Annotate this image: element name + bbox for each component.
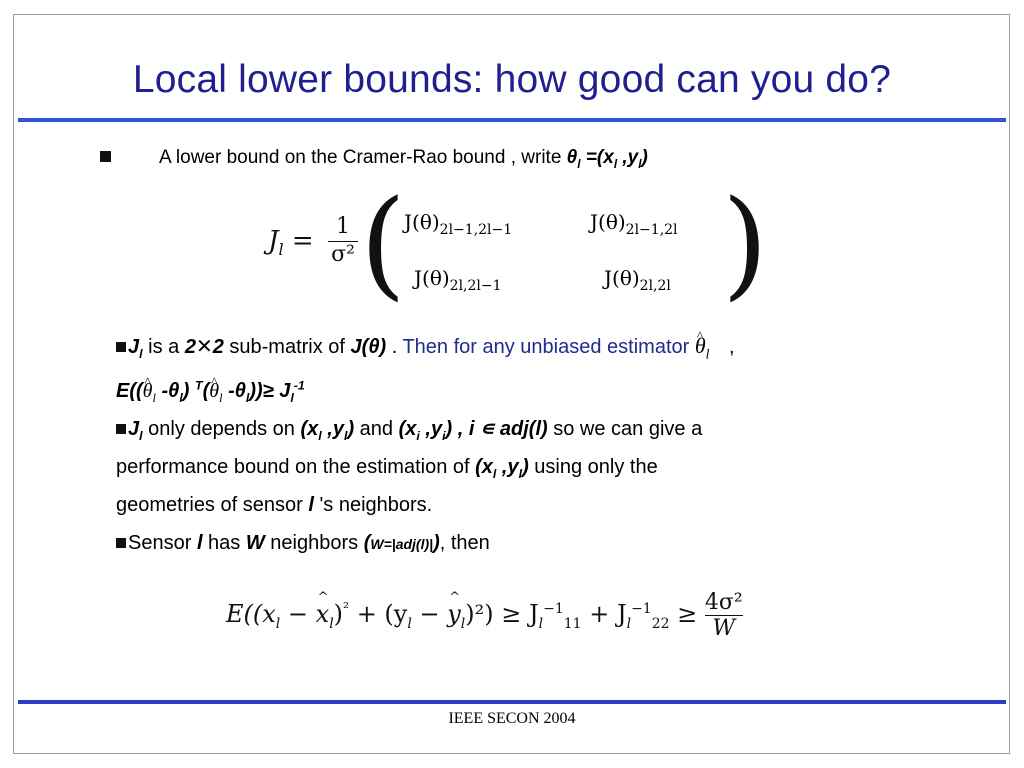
footer-divider [18,700,1006,704]
matrix-cell-11: $J(\theta)_{2l-1,2l-1}$ [404,210,513,238]
expectation-inequality: E((^ $\theta_l$ $-\theta_l$) $^T$(^ $\theta_l$ $-\theta_l))\ge J_l^{-1}$ [116,380,305,402]
paragraph-sensor-neighbors: Sensor l has W neighbors (W=|adj(l)|), then [116,528,490,560]
theta-hat-symbol: ^ $\theta_l$ [695,330,710,369]
bound-formula: $E((x_l$ − ^ $x_l)^{^2} + (y_l$ − ^ $y_l)^2) \ge J_l^{-1}_{11} + J_l^{-1}_{22}$ ≥ $\frac{\text{4σ²}}{W}$ [226,590,743,641]
matrix-cell-21: $J(\theta)_{2l,2l-1}$ [414,266,502,294]
matrix-cell-12: $J(\theta)_{2l-1,2l}$ [590,210,678,238]
square-bullet-icon [116,424,126,434]
bullet-cramer-rao: A lower bound on the Cramer-Rao bound , write $\theta_l =(x_l$ $,y_l$) [100,147,648,171]
formula-lhs: $J_l$ = [268,226,314,260]
formula-fraction: 1 σ² [328,214,358,267]
matrix-cell-22: $J(\theta)_{2l,2l}$ [604,266,671,294]
theta-definition: $\theta_l =(x_l$ $,y_l$) [566,147,648,171]
square-bullet-icon [100,151,111,162]
slide-title: Local lower bounds: how good can you do? [132,58,892,101]
paragraph-submatrix: $J_l$ is a 2✕2 sub-matrix of J(θ) . Then for any unbiased estimator ^ $\theta_l$ , E((^ $\theta_l$ $-\theta_l$) $^T$(^ $\theta_l$ $-\theta_l))\ge J_l^{-1}$ [116,330,906,414]
bound-fraction: $\frac{\text{4σ²}}{W}$ [704,590,743,641]
square-bullet-icon [116,538,126,548]
left-paren: ( [360,174,407,312]
right-paren: ) [722,174,769,312]
paragraph-neighbors-dependency: $J_l$ only depends on ($x_l$ $,y_l$) and ($x_i$ $,y_i$) , i ∊ adj(l) so we can give a performance bound on the estimation of ($x_l$ $,y_l$) using only the geometries of sensor l 's neighbors. [116,418,703,516]
title-divider [18,118,1006,122]
footer-conference: IEEE SECON 2004 [448,710,576,727]
square-bullet-icon [116,342,126,352]
